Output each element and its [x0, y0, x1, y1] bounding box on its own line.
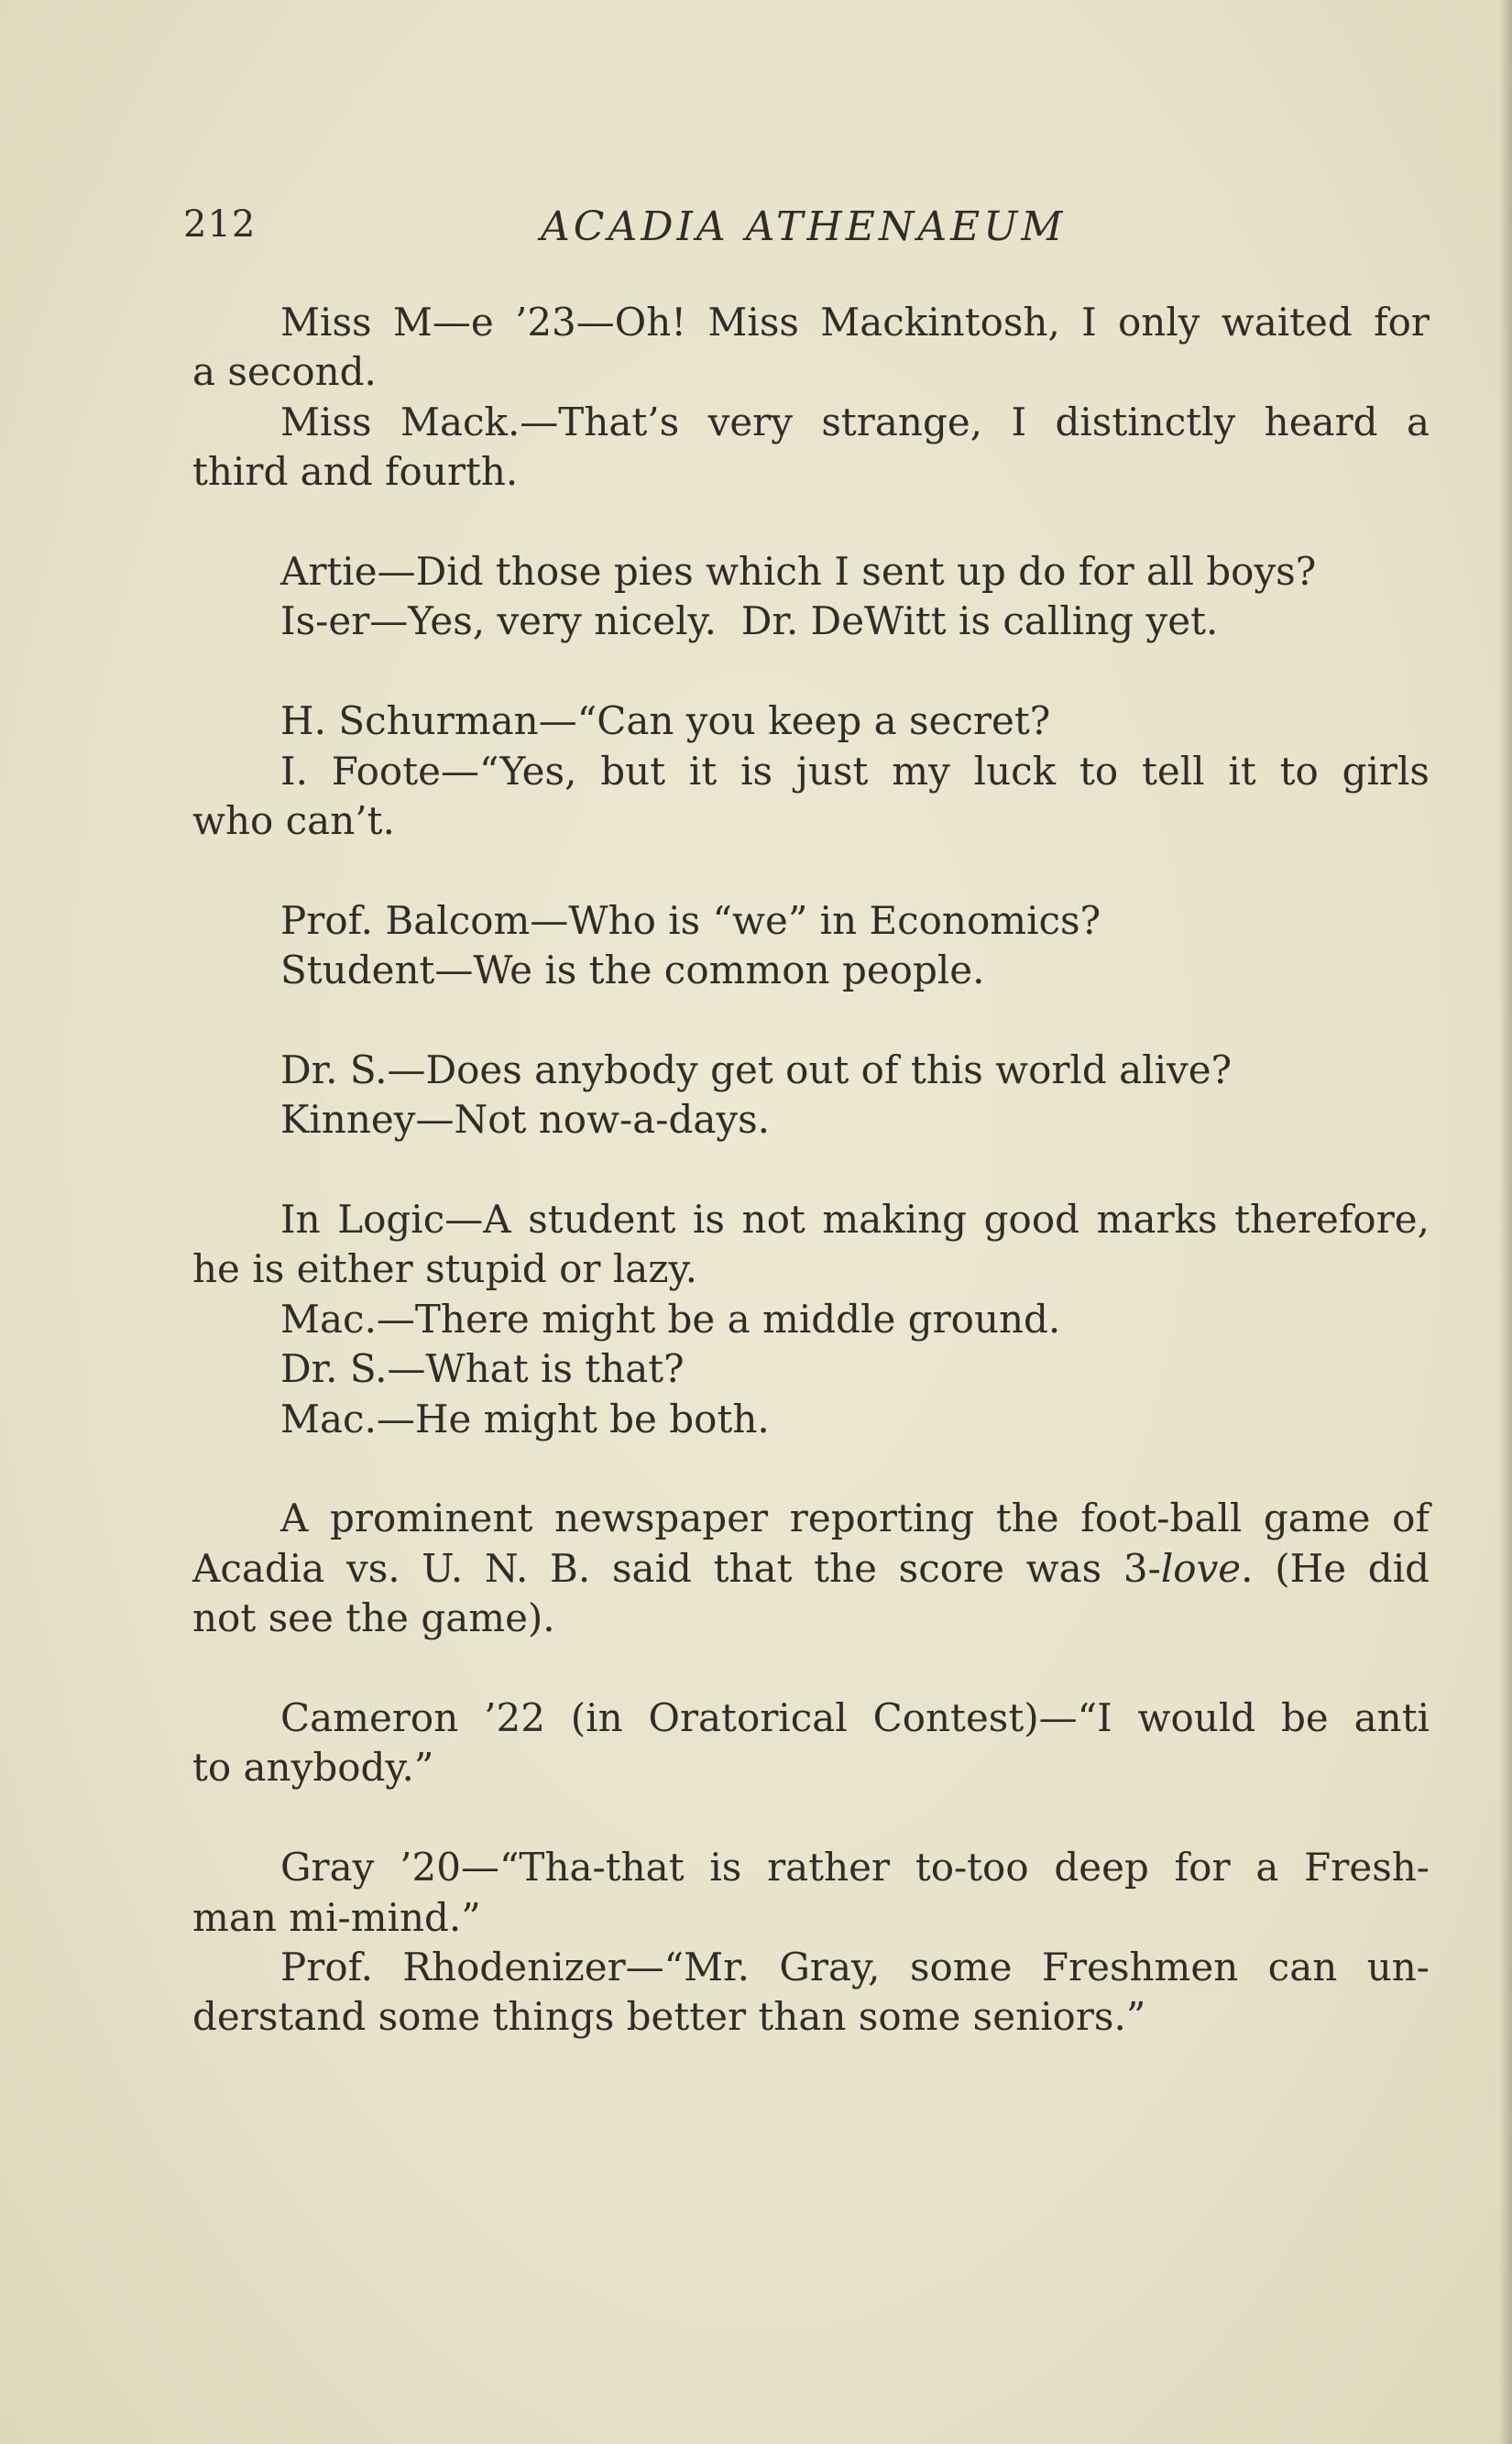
paragraph — [192, 547, 1430, 647]
paragraph — [192, 1046, 1430, 1145]
paragraph — [192, 1195, 1430, 1444]
text-line: to anybody.” — [192, 1745, 434, 1791]
text-line: Mac.—He might be both. — [280, 1396, 770, 1441]
text-line: Student—We is the common people. — [280, 948, 985, 993]
text-line: I. Foote—“Yes, but it is just my luck to tell it to girls — [280, 748, 1430, 794]
paragraph-gap — [192, 846, 1430, 895]
page-number: 212 — [183, 203, 257, 246]
text-line: Dr. S.—Does anybody get out of this world alive? — [280, 1047, 1233, 1092]
text-line: not see the game). — [192, 1595, 555, 1641]
text-line: man mi-mind.” — [192, 1894, 481, 1940]
page-header — [183, 203, 1430, 258]
paragraph-gap — [192, 1644, 1430, 1693]
body-text — [192, 298, 1430, 2043]
paragraph-gap — [192, 1145, 1430, 1195]
paragraph — [192, 896, 1430, 996]
text-line: third and fourth. — [192, 449, 519, 495]
text-line: Prof. Balcom—Who is “we” in Economics? — [280, 897, 1101, 943]
text-line: Dr. S.—What is that? — [280, 1346, 685, 1392]
text-line: Acadia vs. U. N. B. said that the score was 3-love. (He did — [192, 1545, 1430, 1591]
paragraph-gap — [192, 498, 1430, 547]
text-line: Kinney—Not now-a-days. — [280, 1097, 771, 1143]
text-line: Mac.—There might be a middle ground. — [280, 1296, 1061, 1342]
paragraph-gap — [192, 995, 1430, 1045]
text-line: a second. — [192, 349, 377, 395]
text-line: derstand some things better than some seniors.” — [192, 1994, 1146, 2040]
text-line: In Logic—A student is not making good marks therefore, — [280, 1197, 1430, 1243]
text-line: Is-er—Yes, very nicely. Dr. DeWitt is calling yet. — [280, 598, 1219, 644]
paragraph — [192, 298, 1430, 498]
paragraph — [192, 1843, 1430, 2043]
running-head: ACADIA ATHENAEUM — [541, 203, 1067, 250]
text-line: who can’t. — [192, 797, 395, 843]
text-line: Miss Mack.—That’s very strange, I distinctly heard a — [280, 399, 1430, 444]
text-line: Prof. Rhodenizer—“Mr. Gray, some Freshmen can un- — [280, 1944, 1430, 1989]
page-edge-shadow — [1499, 0, 1512, 2444]
paragraph-gap — [192, 647, 1430, 696]
text-line: Miss M—e ’23—Oh! Miss Mackintosh, I only waited for — [280, 300, 1430, 345]
text-line: H. Schurman—“Can you keep a secret? — [280, 698, 1051, 744]
text-line: A prominent newspaper reporting the foot-ball game of — [280, 1496, 1430, 1541]
paragraph — [192, 696, 1430, 846]
paragraph-gap — [192, 1444, 1430, 1494]
text-line: Cameron ’22 (in Oratorical Contest)—“I would be anti — [280, 1694, 1430, 1740]
paragraph — [192, 1693, 1430, 1793]
text-line: Artie—Did those pies which I sent up do for all boys? — [280, 548, 1317, 594]
paragraph-gap — [192, 1793, 1430, 1843]
text-line: he is either stupid or lazy. — [192, 1246, 697, 1292]
text-line: Gray ’20—“Tha-that is rather to-too deep for a Fresh- — [280, 1845, 1430, 1891]
italic-word: love — [1160, 1545, 1242, 1591]
paragraph — [192, 1494, 1430, 1643]
